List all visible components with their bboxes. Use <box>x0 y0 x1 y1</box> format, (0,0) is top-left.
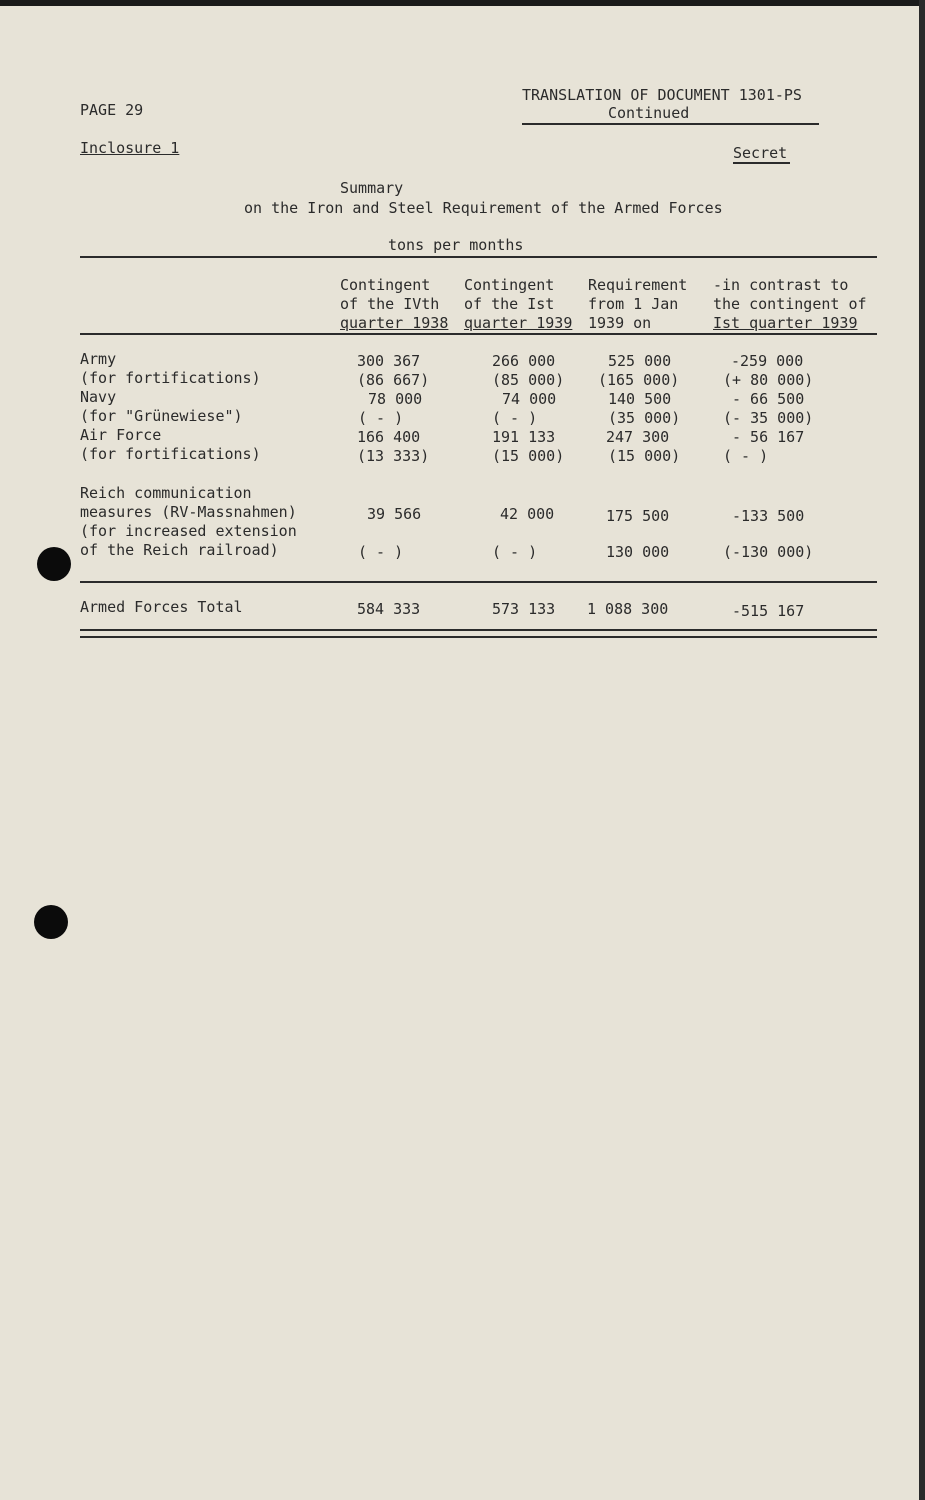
table-cell: ( - ) <box>492 409 538 427</box>
row-label: Navy <box>80 388 117 406</box>
document-continued: Continued <box>608 104 690 122</box>
table-cell: 573 133 <box>492 600 556 618</box>
table-cell: (86 667) <box>357 371 430 389</box>
table-cell: (13 333) <box>357 447 430 465</box>
summary-title: Summary <box>340 179 404 197</box>
table-cell: 247 300 <box>606 428 670 446</box>
row-label: measures (RV-Massnahmen) <box>80 503 297 521</box>
table-cell: (165 000) <box>598 371 680 389</box>
row-label: (for increased extension <box>80 522 297 540</box>
table-cell: 130 000 <box>606 543 670 561</box>
total-rule-1 <box>80 629 877 631</box>
table-cell: 39 566 <box>367 505 422 523</box>
row-label: Reich communication <box>80 484 252 502</box>
total-label: Armed Forces Total <box>80 598 243 616</box>
row-label: (for fortifications) <box>80 445 261 463</box>
table-cell: 74 000 <box>502 390 557 408</box>
table-cell: ( - ) <box>492 543 538 561</box>
total-rule-2 <box>80 636 877 638</box>
row-label: of the Reich railroad) <box>80 541 279 559</box>
row-label: (for fortifications) <box>80 369 261 387</box>
table-cell: (15 000) <box>608 447 681 465</box>
table-cell: 584 333 <box>357 600 421 618</box>
table-cell: ( - ) <box>358 543 404 561</box>
subtotal-rule <box>80 581 877 583</box>
units-label: tons per months <box>388 236 524 254</box>
table-cell: 191 133 <box>492 428 556 446</box>
table-cell: ( - ) <box>358 409 404 427</box>
table-cell: 78 000 <box>368 390 423 408</box>
table-cell: -259 000 <box>731 352 804 370</box>
table-cell: 525 000 <box>608 352 672 370</box>
table-cell: 266 000 <box>492 352 556 370</box>
table-cell: (35 000) <box>608 409 681 427</box>
table-cell: -515 167 <box>732 602 805 620</box>
table-cell: (+ 80 000) <box>723 371 814 389</box>
table-cell: (- 35 000) <box>723 409 814 427</box>
row-label: Army <box>80 350 117 368</box>
punch-hole <box>37 547 71 581</box>
header-bottom-rule <box>80 333 877 335</box>
inclosure-label: Inclosure 1 <box>80 139 180 157</box>
table-cell: (85 000) <box>492 371 565 389</box>
summary-subtitle: on the Iron and Steel Requirement of the Armed Forces <box>244 199 723 217</box>
table-cell: (-130 000) <box>723 543 814 561</box>
table-cell: 140 500 <box>608 390 672 408</box>
classification: Secret <box>733 144 788 162</box>
page-number: PAGE 29 <box>80 101 144 119</box>
table-cell: ( - ) <box>723 447 769 465</box>
table-top-rule <box>80 256 877 258</box>
table-cell: 1 088 300 <box>587 600 669 618</box>
scan-right-edge <box>919 0 925 1500</box>
table-cell: 300 367 <box>357 352 421 370</box>
punch-hole <box>34 905 68 939</box>
table-cell: 175 500 <box>606 507 670 525</box>
row-label: Air Force <box>80 426 162 444</box>
document-title: TRANSLATION OF DOCUMENT 1301-PS <box>522 86 802 104</box>
table-cell: - 56 167 <box>732 428 805 446</box>
row-label: (for "Grünewiese") <box>80 407 243 425</box>
table-cell: -133 500 <box>732 507 805 525</box>
title-underline <box>522 123 819 125</box>
table-cell: 42 000 <box>500 505 555 523</box>
table-cell: - 66 500 <box>732 390 805 408</box>
classification-underline <box>733 162 790 164</box>
table-cell: 166 400 <box>357 428 421 446</box>
table-cell: (15 000) <box>492 447 565 465</box>
scan-top-edge <box>0 0 925 6</box>
